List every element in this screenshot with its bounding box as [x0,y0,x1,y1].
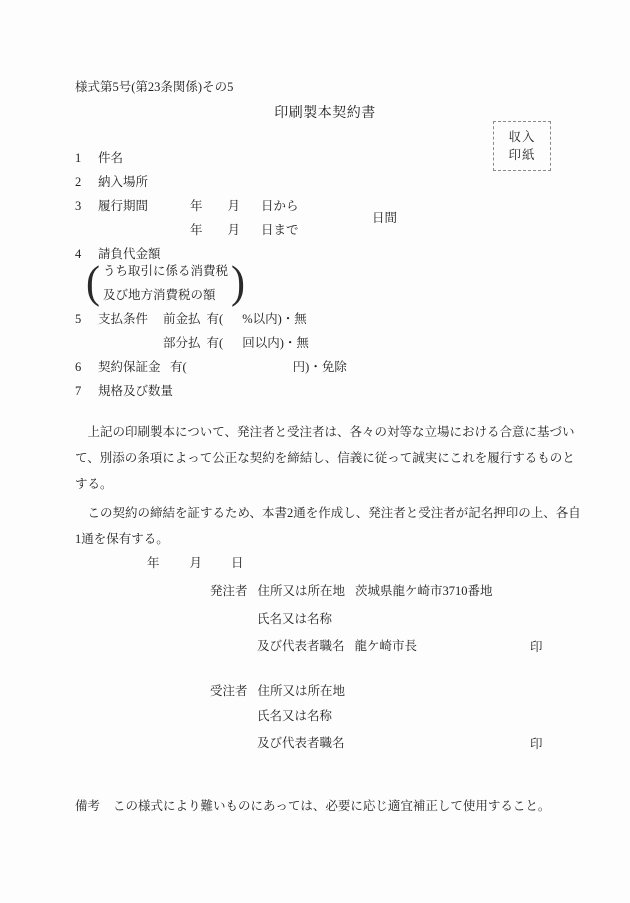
orderer-representative-line [257,637,417,655]
date-day: 日 [231,556,244,570]
consumption-tax-note [86,259,245,307]
item-payment-advance [75,310,307,328]
item-deposit [75,358,347,376]
item-subject [75,149,123,167]
item-period-to [75,221,299,239]
page-title: 印刷製本契約書 [274,106,376,121]
period-from-month: 月 [227,199,241,213]
remarks-label: 備考 [75,799,101,813]
contractor-seal-mark: 印 [530,737,543,751]
date-year: 年 [147,556,160,570]
item-label: 契約保証金 [98,360,161,374]
period-duration: 日間 [372,211,398,225]
tax-note-lines [103,259,228,307]
contractor-address-line [210,682,345,700]
item-label: 請負代金額 [98,247,161,261]
contractor-representative-label: 及び代表者職名 [257,736,345,750]
remarks-text: この様式により難いものにあっては、必要に応じ適宜補正して使用すること。 [113,799,551,813]
bracket-close: ) [231,258,246,308]
item-number: 2 [75,175,82,189]
orderer-representative-value: 龍ケ崎市長 [354,639,418,653]
item-spec-quantity [75,382,173,400]
item-delivery-place [75,173,148,191]
paragraph-line: する。 [75,477,113,491]
orderer-role: 発注者 [210,584,248,598]
item-label: 支払条件 [98,312,149,326]
orderer-name-line [257,610,332,628]
contractor-address-label: 住所又は所在地 [257,684,346,698]
payment-method: 部分払 [163,336,201,350]
item-label: 納入場所 [98,175,149,189]
payment-method: 前金払 [163,312,201,326]
period-to-month: 月 [227,223,241,237]
payment-option-rest: %以内)・無 [242,312,307,326]
contractor-name-label: 氏名又は名称 [257,709,333,723]
paragraph-line: 上記の印刷製本について、発注者と受注者は、各々の対等な立場における合意に基づい [87,425,575,439]
revenue-stamp-box [493,121,551,171]
paragraph-line: 1通を保有する。 [75,532,169,546]
item-number: 6 [75,360,82,374]
signature-date-line [147,554,244,572]
item-number: 3 [75,199,82,213]
orderer-address-line [210,582,493,600]
body-paragraph-1 [75,419,575,497]
orderer-seal-mark: 印 [530,640,543,654]
payment-option-yes: 有( [206,336,224,350]
orderer-representative-label: 及び代表者職名 [257,639,345,653]
paragraph-line: この契約の締結を証するため、本書2通を作成し、発注者と受注者が記名押印の上、各自 [87,506,581,520]
period-from-day: 日から [261,199,299,213]
tax-note-line2: 及び地方消費税の額 [103,288,216,302]
contractor-role: 受注者 [210,684,248,698]
contractor-name-line [257,707,332,725]
item-number: 7 [75,384,82,398]
payment-option-rest: 回以内)・無 [242,336,309,350]
deposit-option-rest: 円)・免除 [292,360,347,374]
period-to-year: 年 [190,223,203,237]
orderer-address-label: 住所又は所在地 [257,584,346,598]
orderer-address-value: 茨城県龍ケ崎市3710番地 [355,584,493,598]
revenue-stamp-line2: 印紙 [508,148,536,162]
item-number: 4 [75,247,82,261]
deposit-option-yes: 有( [170,360,187,374]
period-to-day: 日まで [261,223,299,237]
form-number: 様式第5号(第23条関係)その5 [75,80,234,94]
paragraph-line: て、別添の条項によって公正な契約を締結し、信義に従って誠実にこれを履行するものと [75,451,575,465]
bracket-open: ( [86,258,100,308]
tax-note-line1: うち取引に係る消費税 [103,264,229,278]
contractor-representative-line [257,734,345,752]
item-number: 5 [75,312,82,326]
payment-option-yes: 有( [206,312,224,326]
item-label: 履行期間 [98,199,149,213]
revenue-stamp-line1: 収入 [508,130,536,144]
item-label: 件名 [98,151,124,165]
remarks-line [75,797,550,815]
item-label: 規格及び数量 [98,384,174,398]
body-paragraph-2 [75,500,581,552]
period-from-year: 年 [190,199,203,213]
item-number: 1 [75,151,82,165]
item-period-from [75,197,299,215]
item-payment-partial [75,334,309,352]
date-month: 月 [189,556,203,570]
orderer-name-label: 氏名又は名称 [257,612,333,626]
